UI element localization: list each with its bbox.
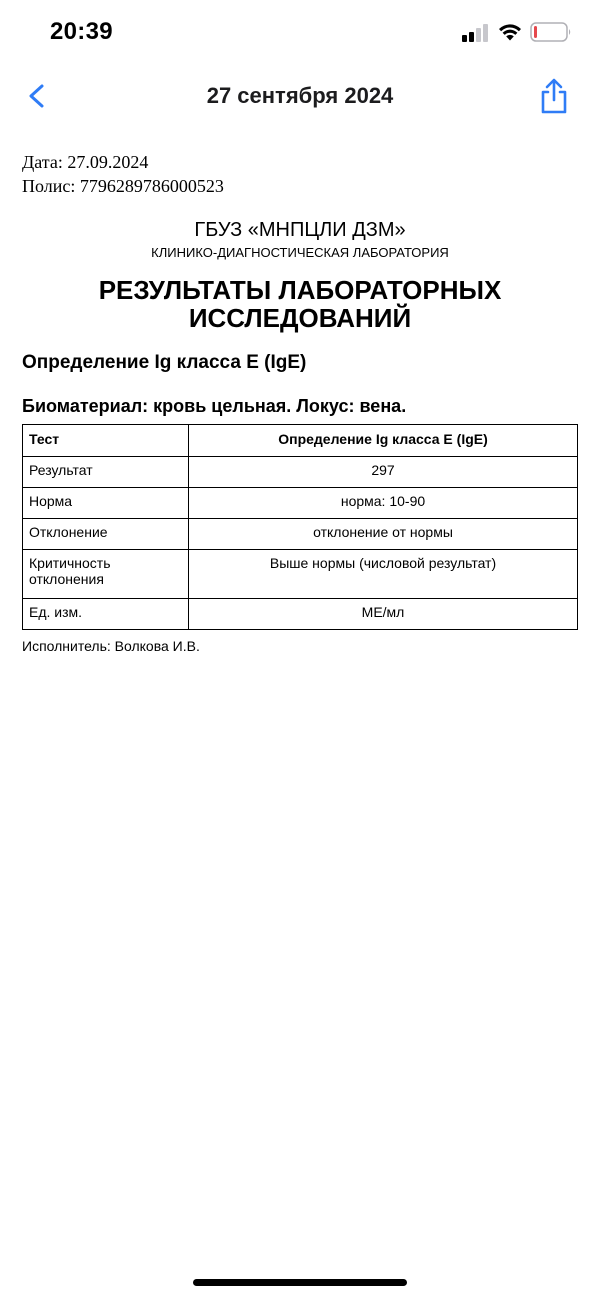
document-date: Дата: 27.09.2024 — [22, 152, 149, 172]
status-time: 20:39 — [50, 18, 113, 45]
wifi-icon — [498, 22, 522, 41]
cellular-signal-icon — [462, 24, 490, 42]
insurance-policy: Полис: 7796289786000523 — [22, 176, 224, 196]
table-header-value: Определение Ig класса E (IgE) — [189, 425, 578, 457]
organization-name: ГБУЗ «МНПЦЛИ ДЗМ» — [194, 219, 406, 241]
test-heading: Определение Ig класса E (IgE) — [22, 352, 307, 373]
status-bar — [0, 0, 600, 64]
row-label: Ед. изм. — [23, 599, 189, 630]
organization-block — [0, 218, 600, 262]
row-label: Результат — [23, 457, 189, 488]
row-value: отклонение от нормы — [189, 519, 578, 550]
row-value: Выше нормы (числовой результат) — [189, 550, 578, 599]
row-value: 297 — [189, 457, 578, 488]
battery-icon — [530, 22, 572, 42]
document-title: РЕЗУЛЬТАТЫ ЛАБОРАТОРНЫХ ИССЛЕДОВАНИЙ — [98, 275, 502, 333]
results-table — [22, 424, 578, 630]
organization-subtitle: КЛИНИКО-ДИАГНОСТИЧЕСКАЯ ЛАБОРАТОРИЯ — [151, 245, 449, 260]
row-label: Критичность отклонения — [23, 550, 189, 599]
share-button[interactable] — [536, 76, 572, 116]
table-row — [23, 519, 578, 550]
row-label: Норма — [23, 488, 189, 519]
document-meta — [22, 150, 224, 198]
table-row — [23, 550, 578, 599]
table-header-row — [23, 425, 578, 457]
home-indicator[interactable] — [193, 1279, 407, 1286]
table-row — [23, 488, 578, 519]
page-title: 27 сентября 2024 — [206, 83, 394, 108]
biomaterial-line: Биоматериал: кровь цельная. Локус: вена. — [22, 396, 407, 416]
navigation-bar — [0, 70, 600, 124]
executor-line: Исполнитель: Волкова И.В. — [22, 638, 200, 654]
table-row — [23, 599, 578, 630]
row-value: норма: 10-90 — [189, 488, 578, 519]
table-header-label: Тест — [23, 425, 189, 457]
share-icon — [536, 76, 572, 116]
table-row — [23, 457, 578, 488]
row-label: Отклонение — [23, 519, 189, 550]
row-value: МЕ/мл — [189, 599, 578, 630]
